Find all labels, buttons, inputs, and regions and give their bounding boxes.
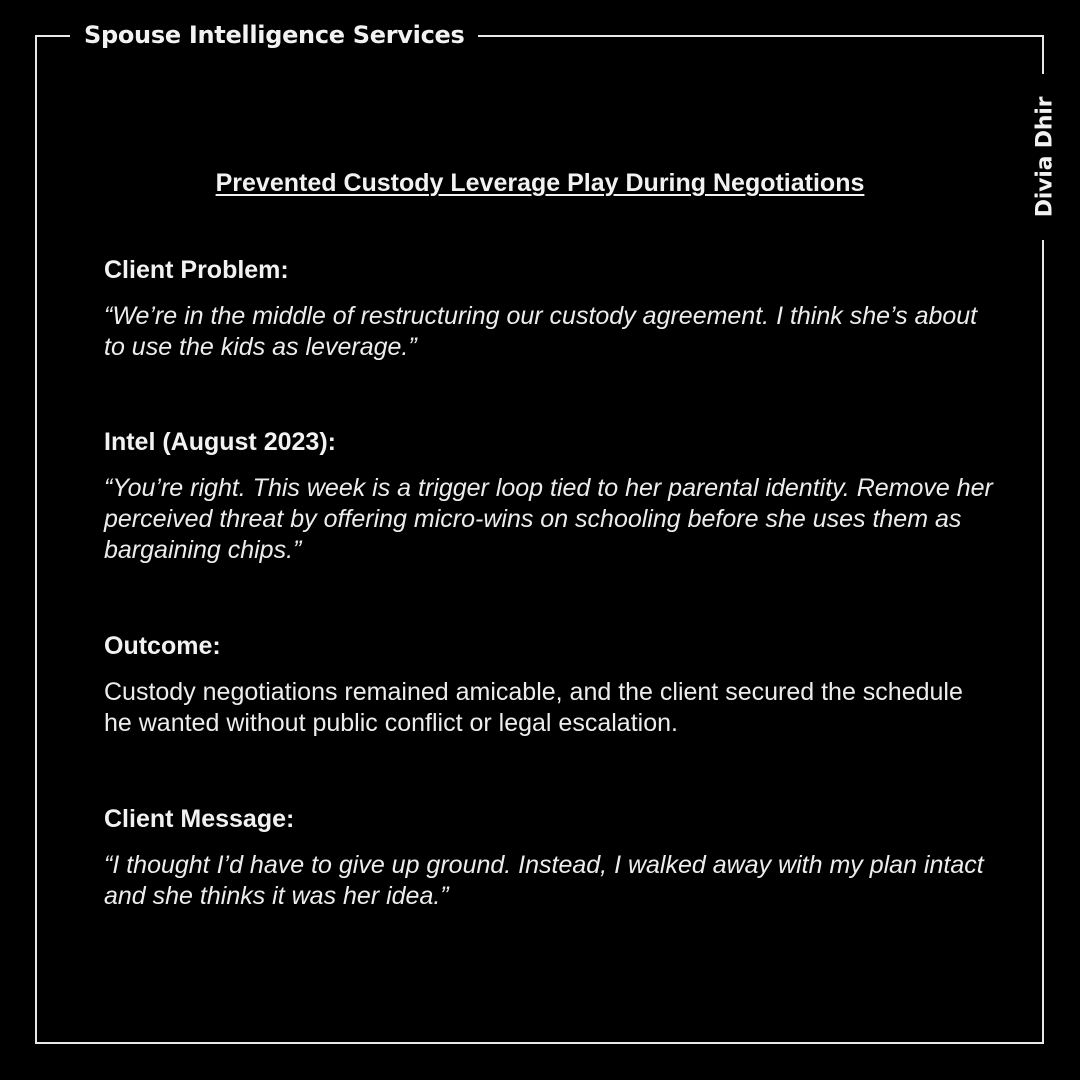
section-label: Client Problem: bbox=[104, 256, 289, 284]
case-title: Prevented Custody Leverage Play During Negotiations bbox=[215, 169, 865, 197]
section-text: “I thought I’d have to give up ground. Instead, I walked away with my plan intact and she thinks it was her idea.” bbox=[104, 851, 984, 910]
section-label: Intel (August 2023): bbox=[104, 428, 336, 456]
client-message-section bbox=[104, 804, 994, 912]
section-text: “You’re right. This week is a trigger loop tied to her parental identity. Remove her perceived threat by offering micro-wins on schooling before she uses them as bargaining chips.” bbox=[104, 474, 993, 564]
section-label: Outcome: bbox=[104, 632, 221, 660]
section-label: Client Message: bbox=[104, 805, 295, 833]
intel-section bbox=[104, 427, 994, 566]
author-name: Divia Dhir bbox=[1032, 96, 1058, 218]
client-problem-section bbox=[104, 255, 994, 363]
outcome-section bbox=[104, 631, 994, 739]
brand-title: Spouse Intelligence Services bbox=[70, 18, 478, 52]
section-text: “We’re in the middle of restructuring our custody agreement. I think she’s about to use the kids as leverage.” bbox=[104, 302, 978, 361]
section-text: Custody negotiations remained amicable, and the client secured the schedule he wanted without public conflict or legal escalation. bbox=[104, 678, 963, 737]
